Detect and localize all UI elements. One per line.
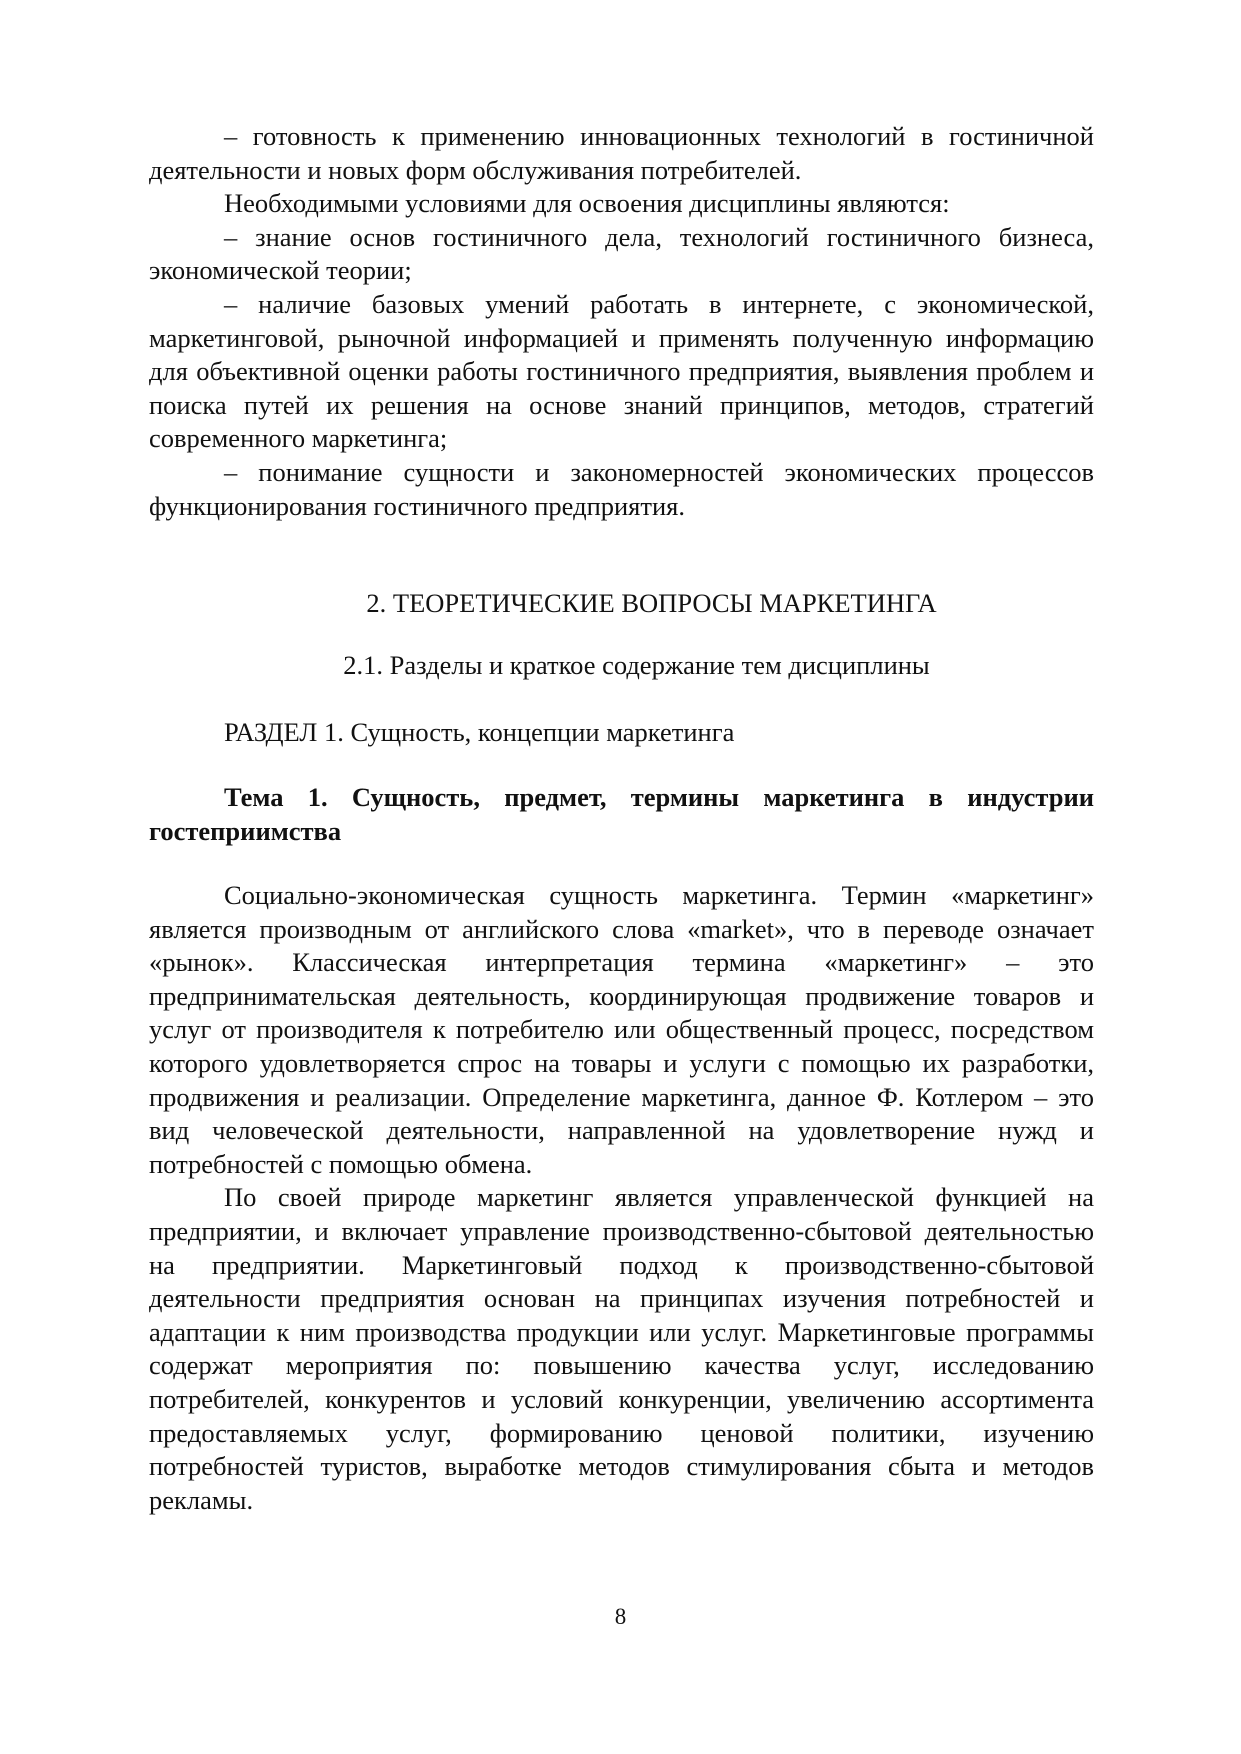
paragraph-conditions-intro: Необходимыми условиями для освоения дисциплины являются: (224, 188, 950, 219)
part-title: РАЗДЕЛ 1. Сущность, концепции маркетинга (224, 717, 735, 747)
main-text-block (149, 879, 1094, 1517)
paragraph-marketing-essence: Социально-экономическая сущность маркетинга. Термин «маркетинг» является производным от английского слова «market», что в переводе означает «рынок». Классическая интерпретация термина «маркетинг» – это предпринимательская деятельность, координирующая продвижение товаров и услуг от производителя к потребителю или общественный процесс, посредством которого удовлетворяется спрос на товары и услуги с помощью их разработки, продвижения и реализации. Определение маркетинга, данное Ф. Котлером – это вид человеческой деятельности, направленной на удовлетворение нужд и потребностей с помощью обмена. (149, 880, 1094, 1179)
paragraph-readiness-item: – готовность к применению инновационных технологий в гостиничной деятельности и новых форм обслуживания потребителей. (149, 121, 1094, 185)
paragraph-knowledge-item: – знание основ гостиничного дела, технологий гостиничного бизнеса, экономической теории; (149, 221, 1094, 286)
paragraph-understanding-item: – понимание сущности и закономерностей экономических процессов функционирования гостиничного предприятия. (149, 456, 1094, 521)
subsection-title: 2.1. Разделы и краткое содержание тем дисциплины (343, 650, 930, 680)
paragraph-skills-item: – наличие базовых умений работать в интернете, с экономической, маркетинговой, рыночной информацией и применять полученную информацию для объективной оценки работы гостиничного предприятия, выявления проблем и поиска путей их решения на основе знаний принципов, методов, стратегий современного маркетинга; (149, 288, 1094, 454)
topic-title: Тема 1. Сущность, предмет, термины маркетинга в индустрии гостеприимства (149, 782, 1094, 846)
page-number: 8 (614, 1604, 627, 1629)
section-title: 2. ТЕОРЕТИЧЕСКИЕ ВОПРОСЫ МАРКЕТИНГА (366, 588, 937, 618)
paragraph-marketing-nature: По своей природе маркетинг является управленческой функцией на предприятии, и включает управление производственно-сбытовой деятельностью на предприятии. Маркетинговый подход к производственно-сбытовой деятельности предприятия основан на принципах изучения потребностей и адаптации к ним производства продукции или услуг. Маркетинговые программы содержат мероприятия по: повышению качества услуг, исследованию потребителей, конкурентов и условий конкуренции, увеличению ассортимента предоставляемых услуг, формированию ценовой политики, изучению потребностей туристов, выработке методов стимулирования сбыта и методов рекламы. (149, 1182, 1094, 1515)
intro-text-block (149, 120, 1094, 523)
